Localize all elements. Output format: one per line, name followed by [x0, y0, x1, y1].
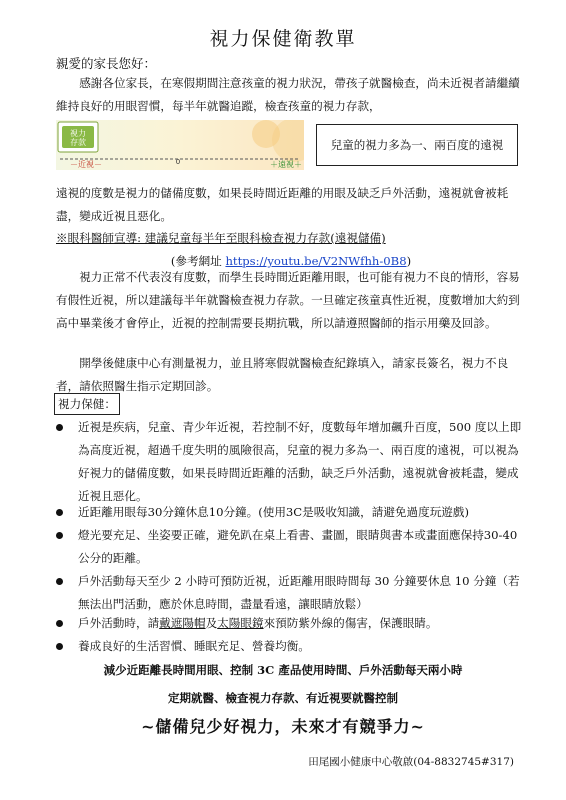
footer-signature: 田尾國小健康中心敬啟(04-8832745#317) [308, 756, 514, 768]
badge-line1: 視力 [70, 129, 86, 138]
slogan-2: 定期就醫、檢查視力存款、有近視要就醫控制 [168, 691, 398, 705]
bullet-dot [56, 532, 63, 539]
reference-link[interactable]: https://youtu.be/V2NWfhh-0B8 [225, 254, 407, 268]
bullet-item [56, 612, 526, 635]
bullet-dot [56, 643, 63, 650]
bullet-dot [56, 578, 63, 585]
bullet-dot [56, 424, 63, 431]
reference-prefix: (參考網址 [170, 254, 226, 268]
bullet-item [56, 570, 526, 616]
greeting: 親愛的家長您好： [56, 56, 157, 71]
bullet-item [56, 501, 526, 524]
bullet-text-part: 來預防紫外線的傷害，保護眼睛。 [263, 616, 438, 630]
bullet-item [56, 635, 526, 658]
bullet-text-underlined: 戴遮陽帽 [159, 616, 206, 630]
bullet-text: 近距離用眼每30分鐘休息10分鐘。(使用3C是吸收知識，請避免過度玩遊戲) [78, 505, 470, 519]
health-center-paragraph: 開學後健康中心有測量視力，並且將寒假就醫檢查紀錄填入，請家長簽名，視力不良者，請依照醫生指示定期回診。 [56, 356, 509, 393]
bullet-text [78, 612, 526, 635]
bullet-text: 養成良好的生活習慣、睡眠充足、營養均衡。 [78, 639, 310, 653]
badge-line2: 存款 [70, 138, 86, 147]
bullet-dot [56, 509, 63, 516]
vision-deposit-graphic [56, 120, 304, 170]
bullet-text-underlined: 太陽眼鏡 [217, 616, 264, 630]
bullet-text: 燈光要充足、坐姿要正確，避免趴在桌上看書、畫圖，眼睛與書本或畫面應保持30-40公分的距離。 [78, 528, 518, 565]
slogan-1: 減少近距離長時間用眼、控制 3C 產品使用時間、戶外活動每天兩小時 [103, 663, 463, 677]
scale-center-label: 0 [175, 158, 181, 166]
section-label-text: 視力保健 [58, 397, 105, 411]
reference-suffix: ) [406, 254, 412, 268]
intro-paragraph: 感謝各位家長，在寒假期間注意孩童的視力狀況，帶孩子就醫檢查，尚未近視者請繼續維持良好的用眼習慣，每半年就醫追蹤，檢查孩童的視力存款， [56, 76, 520, 113]
scale-left-label: －近視－ [70, 160, 102, 169]
vision-deposit-banner [56, 120, 304, 170]
hyperopia-paragraph: 遠視的度數是視力的儲備度數，如果長時間近距離的用眼及缺乏戶外活動，遠視就會被耗盡，變成近視且惡化。 [56, 186, 509, 223]
bullet-text-part: 及 [205, 616, 218, 630]
bullet-text: 近視是疾病，兒童、青少年近視，若控制不好，度數每年增加飆升百度，500 度以上即為高度近視，超過千度失明的風險很高，兒童的視力多為一、兩百度的遠視，可以視為好視力的儲備度數，如果長時間近距離的活動，缺乏戶外活動，遠視就會被耗盡，變成近視且惡化。 [78, 420, 522, 503]
section-label [54, 393, 120, 415]
bullet-dot [56, 620, 63, 627]
advocacy-text: ※眼科醫師宣導: 建議兒童每半年至眼科檢查視力存款(遠視儲備) [56, 231, 386, 245]
myopia-paragraph: 視力正常不代表沒有度數，而學生長時間近距離用眼，也可能有視力不良的情形，容易有假性近視，所以建議每半年就醫檢查視力存款。一旦確定孩童真性近視，度數增加大約到高中畢業後才會停止，近視的控制需要長期抗戰，所以請遵照醫師的指示用藥及回診。 [56, 270, 520, 330]
section-label-colon: ： [104, 397, 116, 411]
bullet-text: 戶外活動每天至少 2 小時可預防近視，近距離用眼時間每 30 分鐘要休息 10 分鐘（若無法出門活動，應於休息時間，盡量看遠，讓眼睛放鬆） [78, 574, 520, 611]
scale-right-label: ＋遠視＋ [270, 160, 302, 169]
slogan-3: ~儲備兒少好視力，未來才有競爭力~ [141, 717, 425, 736]
bullet-item [56, 524, 526, 570]
page-title: 視力保健衛教單 [209, 28, 357, 50]
bullet-text-part: 戶外活動時，請 [78, 616, 160, 630]
bullet-item [56, 416, 526, 508]
caption-box: 兒童的視力多為一、兩百度的遠視 [316, 124, 518, 166]
